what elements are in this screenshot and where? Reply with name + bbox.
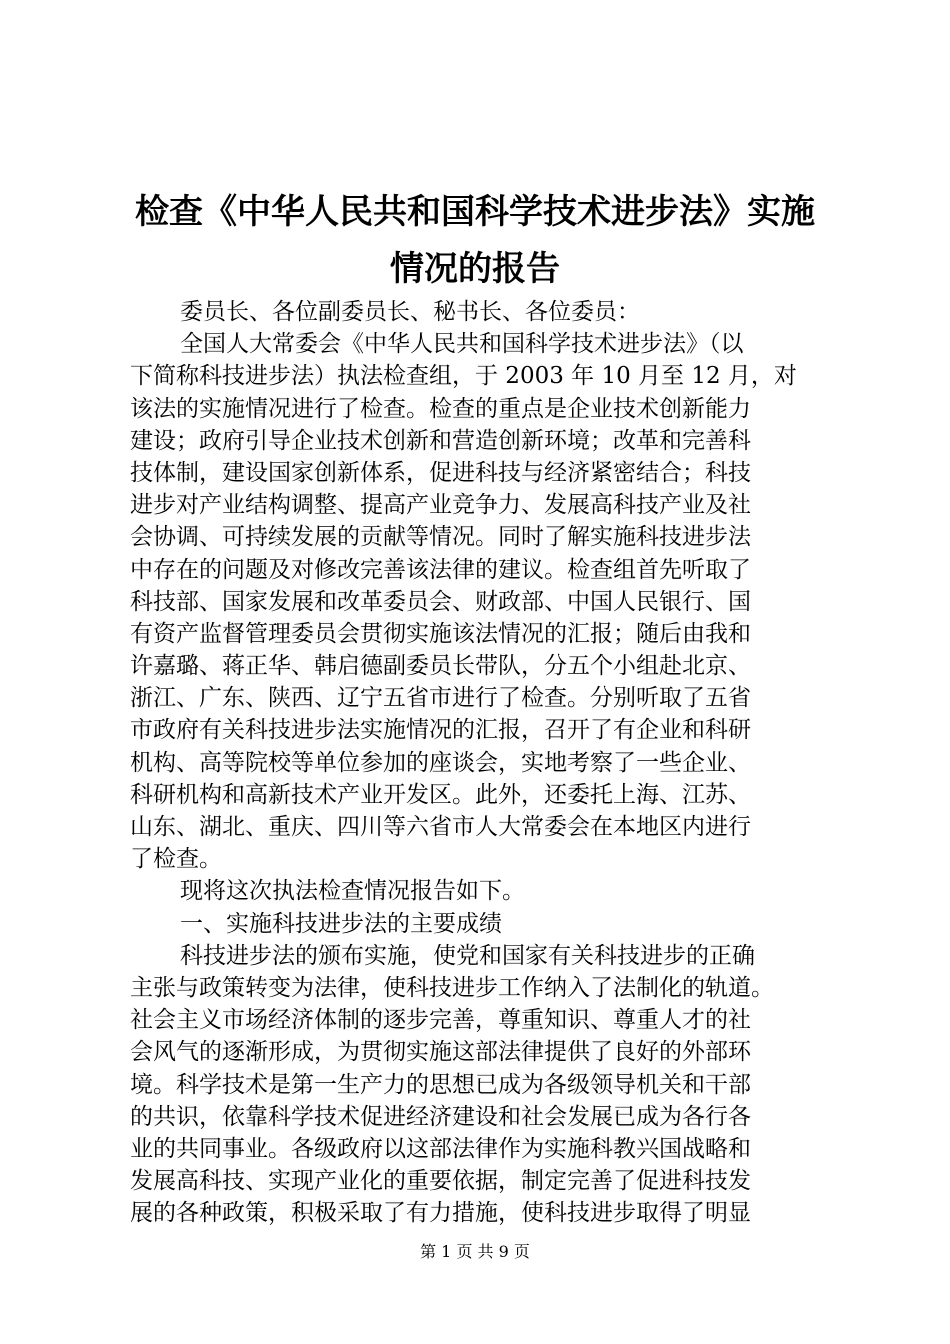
body-line: 科技部、国家发展和改革委员会、财政部、中国人民银行、国 [130,588,751,615]
body-line: 社会主义市场经济体制的逐步完善，尊重知识、尊重人才的社 [130,1007,751,1034]
body-line: 境。科学技术是第一生产力的思想已成为各级领导机关和干部 [130,1071,751,1098]
page-footer: 第 1 页 共 9 页 [420,1242,530,1261]
body-line: 发展高科技、实现产业化的重要依据，制定完善了促进科技发 [130,1168,751,1195]
body-line: 主张与政策转变为法律，使科技进步工作纳入了法制化的轨道。 [130,974,774,1001]
body-line: 下简称科技进步法）执法检查组，于 2003 年 10 月至 12 月，对 [130,363,797,390]
body-line: 展的各种政策，积极采取了有力措施，使科技进步取得了明显 [130,1200,751,1227]
body-line: 有资产监督管理委员会贯彻实施该法情况的汇报；随后由我和 [130,620,751,647]
document-body [130,296,835,1229]
body-line: 会风气的逐渐形成，为贯彻实施这部法律提供了良好的外部环 [130,1039,751,1066]
document-title-line-2: 情况的报告 [390,249,560,289]
body-line: 技体制，建设国家创新体系，促进科技与经济紧密结合；科技 [130,459,751,486]
body-line: 科研机构和高新技术产业开发区。此外，还委托上海、江苏、 [130,781,751,808]
body-line: 该法的实施情况进行了检查。检查的重点是企业技术创新能力 [130,395,751,422]
section-heading: 一、实施科技进步法的主要成绩 [180,910,502,937]
body-line: 机构、高等院校等单位参加的座谈会，实地考察了一些企业、 [130,749,751,776]
body-line: 建设；政府引导企业技术创新和营造创新环境；改革和完善科 [130,427,751,454]
body-line: 全国人大常委会《中华人民共和国科学技术进步法》（以 [180,331,744,358]
salutation-line: 委员长、各位副委员长、秘书长、各位委员： [180,299,640,325]
body-line: 中存在的问题及对修改完善该法律的建议。检查组首先听取了 [130,556,751,583]
body-line: 业的共同事业。各级政府以这部法律作为实施科教兴国战略和 [130,1135,751,1162]
body-line: 许嘉璐、蒋正华、韩启德副委员长带队，分五个小组赴北京、 [130,653,751,680]
body-line: 山东、湖北、重庆、四川等六省市人大常委会在本地区内进行 [130,814,751,840]
body-line: 市政府有关科技进步法实施情况的汇报，召开了有企业和科研 [130,717,751,744]
body-line: 了检查。 [130,846,222,873]
body-line: 科技进步法的颁布实施，使党和国家有关科技进步的正确 [180,942,755,969]
body-line: 进步对产业结构调整、提高产业竞争力、发展高科技产业及社 [130,492,751,519]
body-line: 会协调、可持续发展的贡献等情况。同时了解实施科技进步法 [130,524,751,551]
body-line: 现将这次执法检查情况报告如下。 [180,878,525,905]
document-title-line-1: 检查《中华人民共和国科学技术进步法》实施 [135,192,815,232]
body-line: 浙江、广东、陕西、辽宁五省市进行了检查。分别听取了五省 [130,685,751,712]
body-line: 的共识，依靠科学技术促进经济建设和社会发展已成为各行各 [130,1103,751,1130]
